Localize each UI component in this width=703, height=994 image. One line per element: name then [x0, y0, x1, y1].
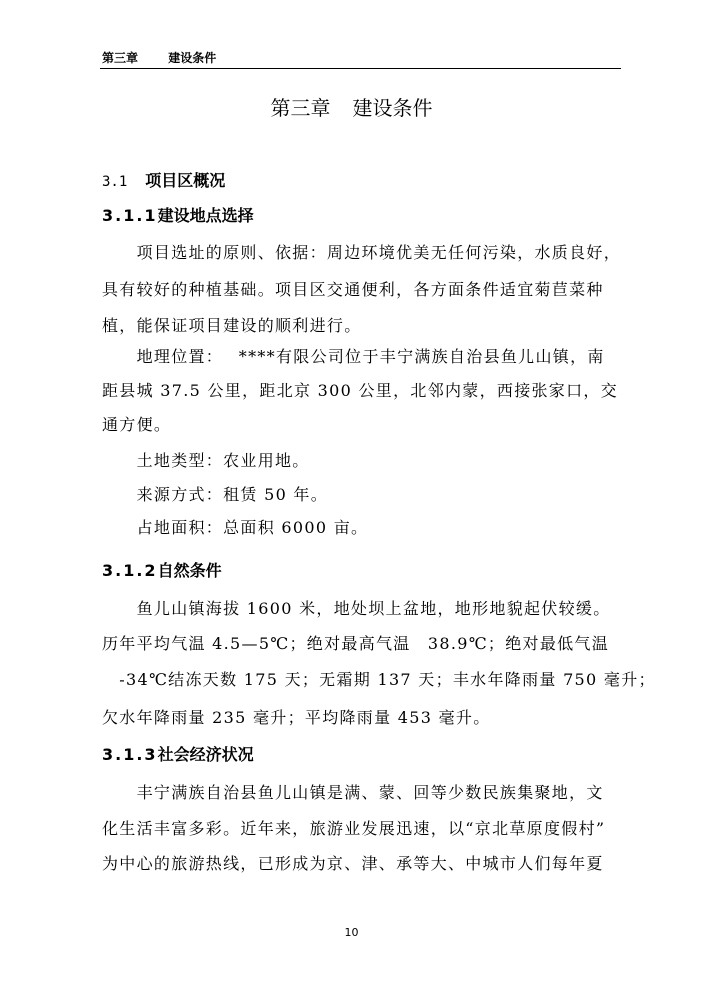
running-header: [102, 50, 620, 66]
body-line: 占地面积：总面积 6000 亩。: [102, 518, 369, 537]
body-line: 鱼儿山镇海拔 1600 米，地处坝上盆地，地形地貌起伏较缓。: [102, 599, 611, 618]
body-line: 通方便。: [102, 415, 172, 434]
page-title: [0, 93, 703, 123]
body-line: 地理位置： ****有限公司位于丰宁满族自治县鱼儿山镇，南: [102, 347, 605, 366]
section-number: 3.1: [102, 174, 128, 190]
body-line: 欠水年降雨量 235 毫升；平均降雨量 453 毫升。: [102, 708, 491, 727]
body-line: 植，能保证项目建设的顺利进行。: [102, 316, 362, 335]
body-line: 具有较好的种植基础。项目区交通便利，各方面条件适宜菊苣菜种: [102, 280, 604, 299]
body-line: 项目选址的原则、依据：周边环境优美无任何污染，水质良好，: [102, 243, 622, 262]
body-line: 为中心的旅游热线，已形成为京、津、承等大、中城市人们每年夏: [102, 854, 604, 873]
page-number: 10: [344, 926, 359, 939]
subsection-heading-2: [102, 559, 624, 583]
subsection-title: 社会经济状况: [157, 745, 254, 764]
subsection-number: 3.1.1: [102, 206, 158, 225]
body-line: 距县城 37.5 公里，距北京 300 公里，北邻内蒙，西接张家口，交: [102, 381, 619, 400]
header-chapter: 第三章: [102, 51, 139, 65]
subsection-number: 3.1.2: [102, 561, 158, 580]
body-line: -34℃结冻天数 175 天；无霜期 137 天；丰水年降雨量 750 毫升；: [102, 670, 656, 689]
body-line: 丰宁满族自治县鱼儿山镇是满、蒙、回等少数民族集聚地，文: [102, 783, 604, 802]
body-line: 来源方式：租赁 50 年。: [102, 485, 329, 504]
header-title: 建设条件: [168, 51, 217, 65]
subsection-title: 建设地点选择: [157, 206, 254, 225]
body-line: 历年平均气温 4.5—5℃；绝对最高气温 38.9℃；绝对最低气温: [102, 634, 610, 653]
section-heading: [102, 169, 624, 194]
subsection-title: 自然条件: [157, 561, 222, 580]
body-line: 土地类型：农业用地。: [102, 451, 310, 470]
page-title-chapter: 第三章: [270, 96, 331, 120]
subsection-number: 3.1.3: [102, 745, 158, 764]
subsection-heading-1: [102, 204, 624, 228]
section-title: 项目区概况: [145, 171, 226, 190]
page-title-text: 建设条件: [352, 96, 433, 120]
header-rule: [100, 68, 621, 69]
body-line: 化生活丰富多彩。近年来，旅游业发展迅速，以“京北草原度假村”: [102, 819, 606, 838]
subsection-heading-3: [102, 743, 624, 767]
